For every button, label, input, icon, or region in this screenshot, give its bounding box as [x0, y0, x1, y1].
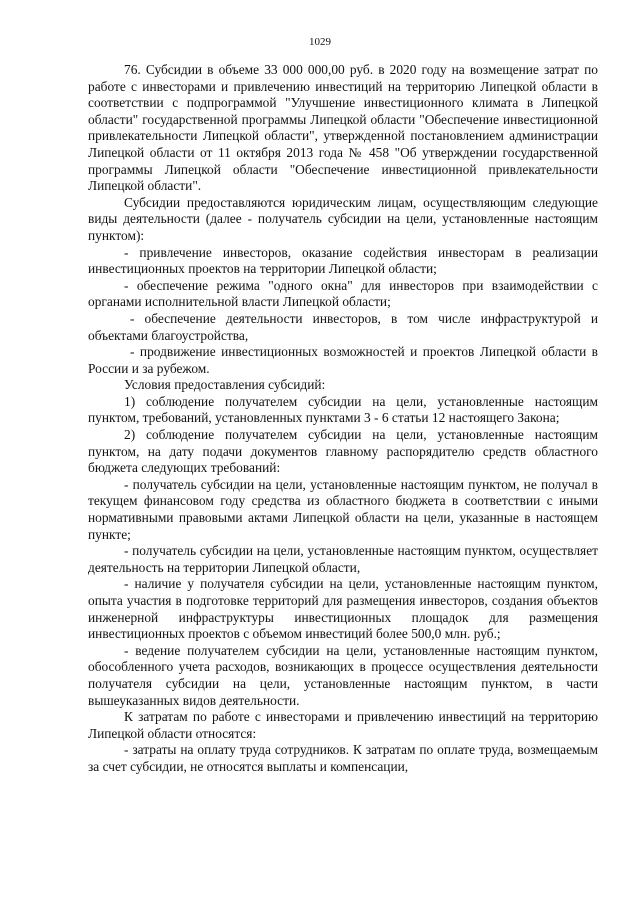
paragraph-costs-heading: К затратам по работе с инвесторами и привлечению инвестиций на территорию Липецкой области относятся: [88, 709, 598, 741]
list-item-attracting-investors: - привлечение инвесторов, оказание содействия инвесторам в реализации инвестиционных проектов на территории Липецкой области; [88, 244, 598, 277]
paragraph-subsidy-76: 76. Субсидии в объеме 33 000 000,00 руб. в 2020 году на возмещение затрат по работе с инвесторами и привлечению инвестиций на территорию Липецкой области в соответствии с подпрограммой "Улучшение инвестиционного климата в Липецкой области" государственной программы Липецкой области "Обеспечение инвестиционной привлекательности Липецкой области", утвержденной постановлением администрации Липецкой области от 11 октября 2013 года № 458 "Об утверждении государственной программы Липецкой области "Обеспечение инвестиционной привлекательности Липецкой области". [88, 62, 598, 194]
condition-2: 2) соблюдение получателем субсидии на цели, установленные настоящим пунктом, на дату подачи документов главному распорядителю средств областного бюджета следующих требований: [88, 427, 598, 476]
requirement-territory: - получатель субсидии на цели, установленные настоящим пунктом, осуществляет деятельность на территории Липецкой области, [88, 543, 598, 575]
requirement-no-other-funds: - получатель субсидии на цели, установленные настоящим пунктом, не получал в текущем финансовом году средства из областного бюджета в соответствии с иными нормативными правовыми актами Липецкой области на цели, указанные в настоящем пункте; [88, 476, 598, 542]
requirement-experience: - наличие у получателя субсидии на цели, установленные настоящим пунктом, опыта участия в подготовке территорий для размещения инвесторов, создания объектов инженерной инфраструктуры инвестиционных площадок для размещения инвестиционных проектов с объемом инвестиций более 500,0 млн. руб.; [88, 576, 598, 642]
paragraph-conditions-heading: Условия предоставления субсидий: [124, 377, 326, 393]
list-item-infrastructure: - обеспечение деятельности инвесторов, в том числе инфраструктурой и объектами благоустройства, [88, 310, 598, 343]
document-body [88, 62, 598, 776]
page-number: 1029 [309, 36, 331, 48]
cost-item-salaries: - затраты на оплату труда сотрудников. К затратам по оплате труда, возмещаемым за счет субсидии, не относятся выплаты и компенсации, [88, 742, 598, 774]
requirement-separate-accounting: - ведение получателем субсидии на цели, установленные настоящим пунктом, обособленного учета расходов, возникающих в процессе осуществления деятельности получателя субсидии на цели, установленные настоящим пунктом, в части вышеуказанных видов деятельности. [88, 642, 598, 708]
list-item-promotion: - продвижение инвестиционных возможностей и проектов Липецкой области в России и за рубежом. [88, 344, 598, 376]
paragraph-recipients: Субсидии предоставляются юридическим лицам, осуществляющим следующие виды деятельности (далее - получатель субсидии на цели, установленные настоящим пунктом): [88, 194, 598, 243]
list-item-one-window: - обеспечение режима "одного окна" для инвесторов при взаимодействии с органами исполнительной власти Липецкой области; [88, 277, 598, 310]
condition-1: 1) соблюдение получателем субсидии на цели, установленные настоящим пунктом, требований, установленных пунктами 3 - 6 статьи 12 настоящего Закона; [88, 393, 598, 426]
